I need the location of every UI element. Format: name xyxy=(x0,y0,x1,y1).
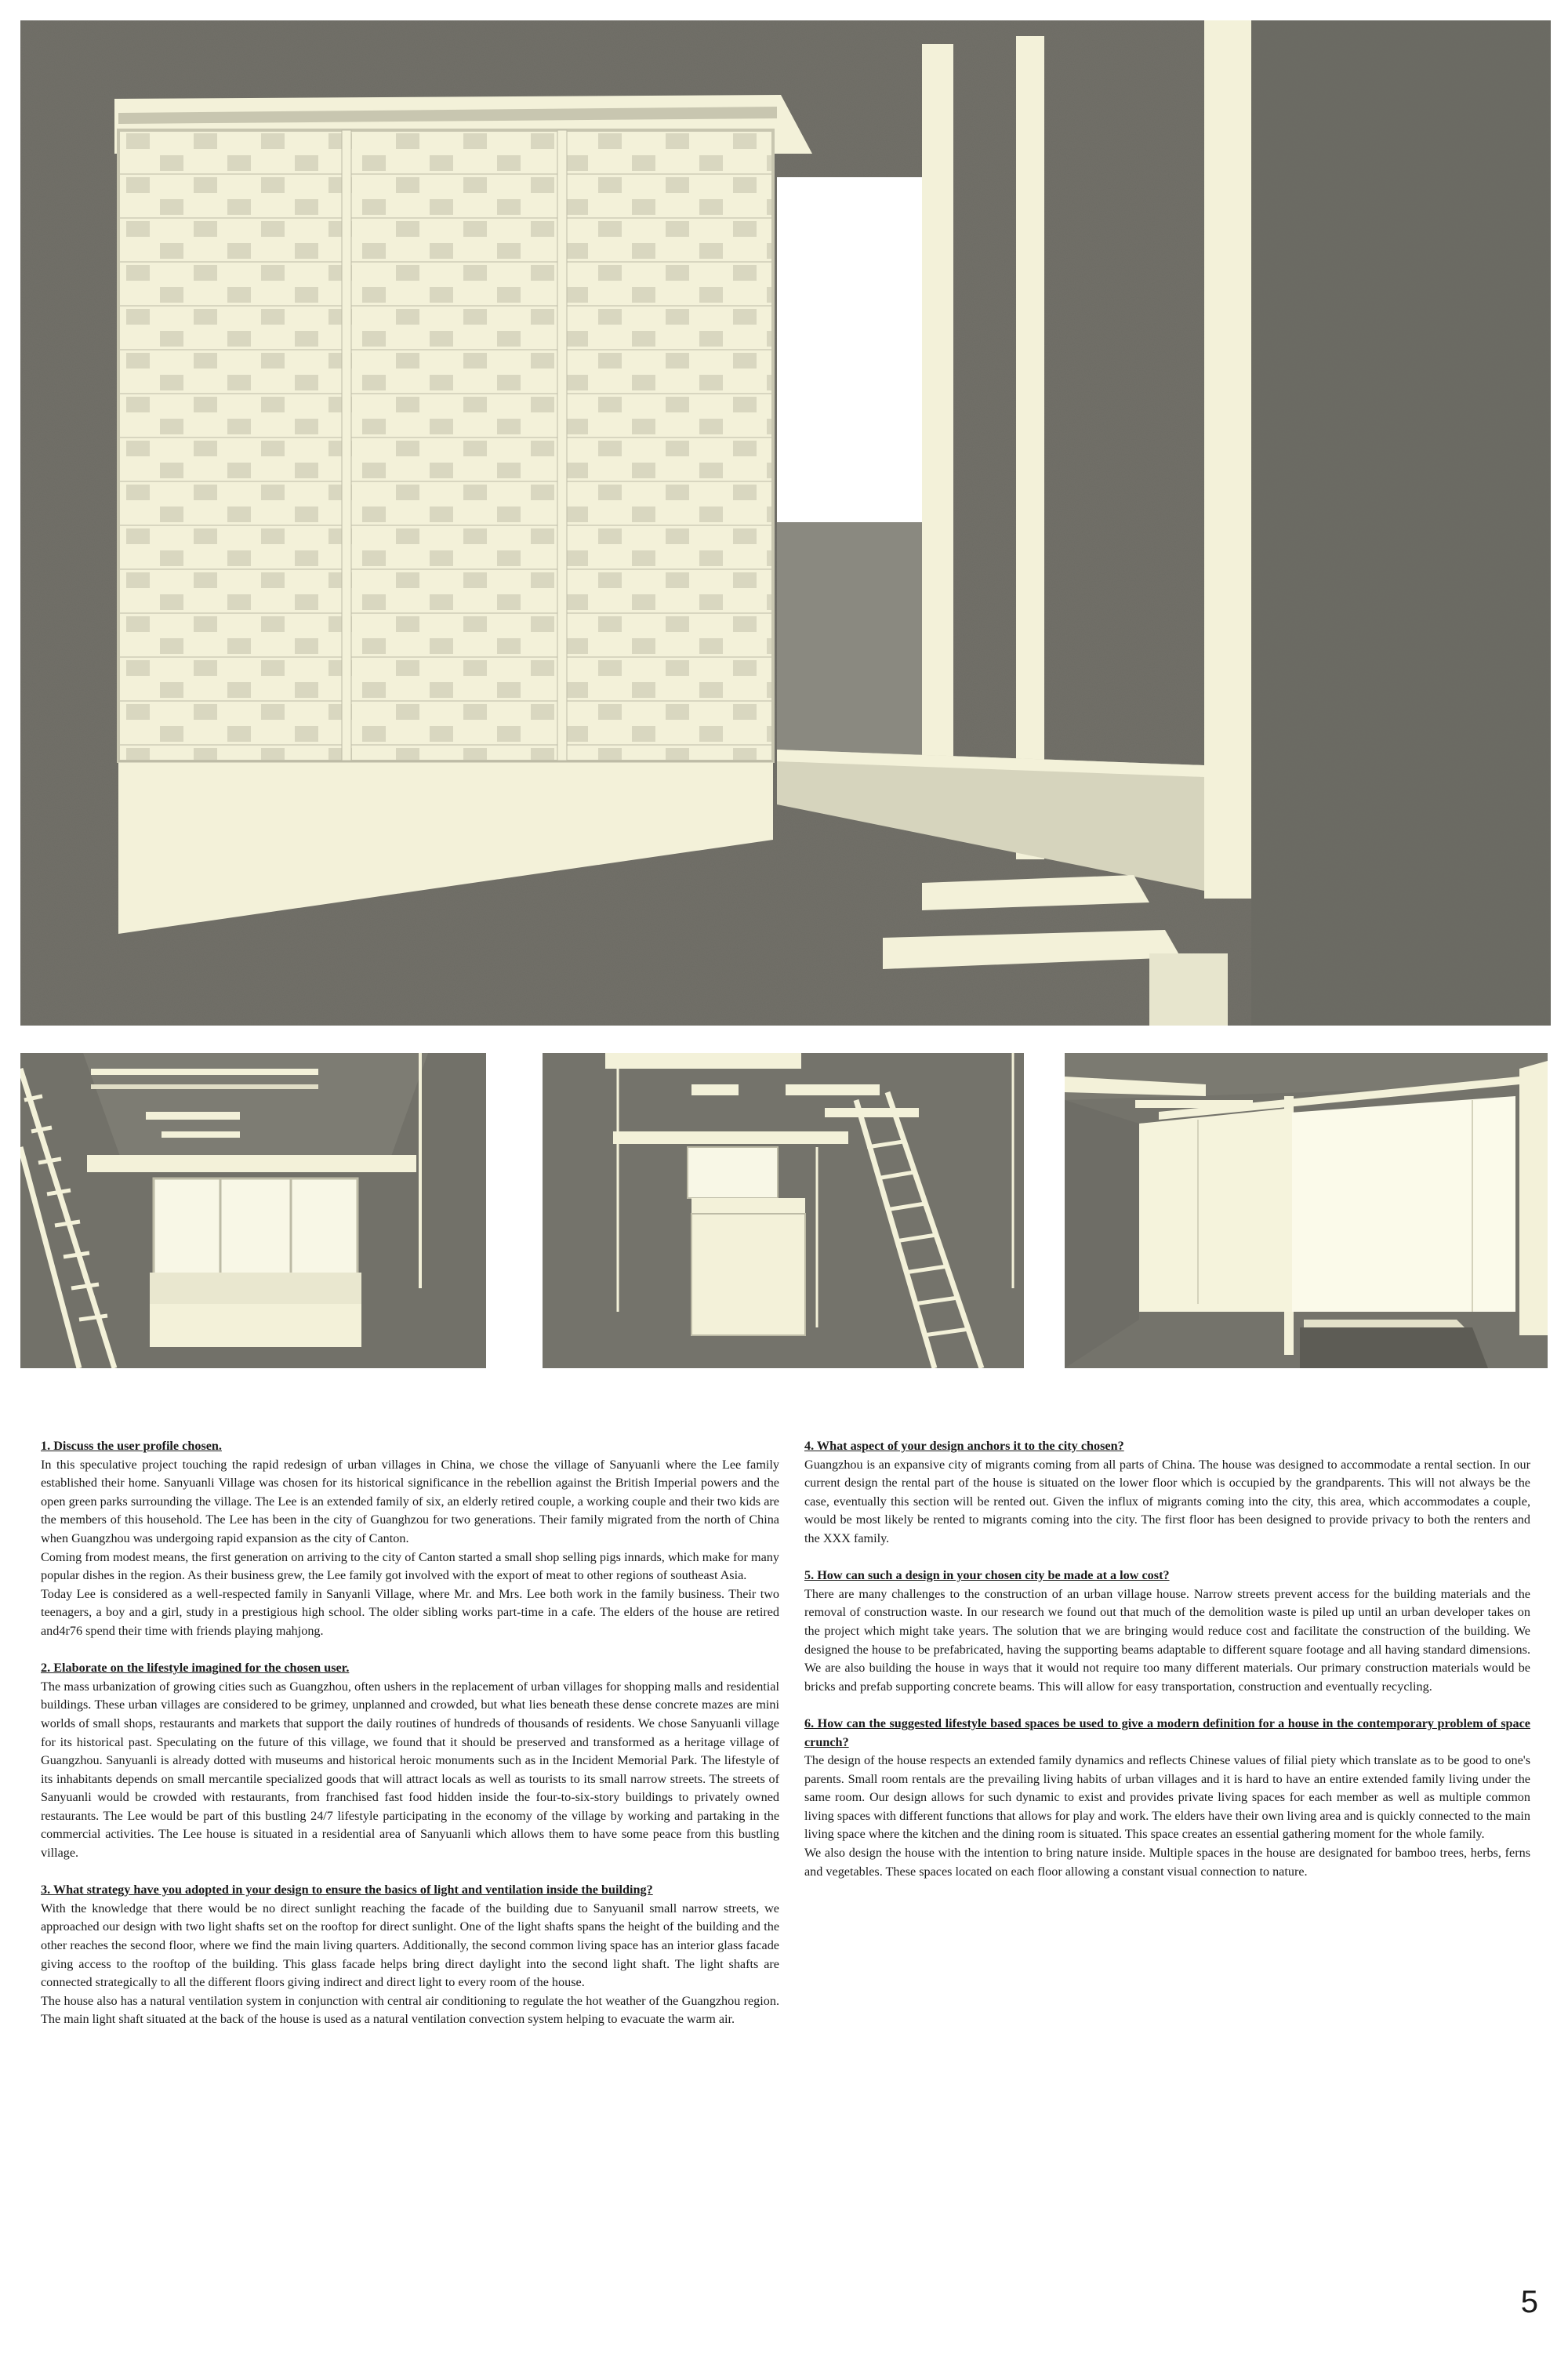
qa-section xyxy=(41,1437,779,1641)
render-light-shaft-room-drawing xyxy=(1065,1053,1548,1368)
section-paragraph: With the knowledge that there would be no direct sunlight reaching the facade of the building due to Sanyuanil small narrow streets, we approached our design with two light shafts set on the rooftop for direct sunlight. One of the light shafts spans the height of the building and the other reaches the second floor, where we find the main living quarters. Additionally, the second common living space has an interior glass facade giving access to the rooftop of the building. This glass facade helps bring direct daylight into the second light shaft. The light shafts are connected strategically to all the different floors giving indirect and direct light to every room of the house. xyxy=(41,1901,779,1990)
section-paragraph: Today Lee is considered as a well-respected family in Sanyanli Village, where Mr. and Mrs. Lee both work in the family business. Their two teenagers, a boy and a girl, study in a prestigious high school. The older sibling works part-time in a cafe. The elders of the house are retired and4r76 spend their time with friends playing mahjong. xyxy=(41,1586,779,1638)
render-ladder-window xyxy=(20,1053,486,1368)
section-paragraph: There are many challenges to the construction of an urban village house. Narrow streets prevent access for the building materials and the removal of construction waste. In our research we found out that much of the demolition waste is piled up until an urban developer takes on the project which might take years. The solution that we are bringing would reduce cost and facilitate the construction of the building. We designed the house to be prefabricated, having the supporting beams adaptable to different square footage and all having standard dimensions. We are also building the house in ways that it would not require too many different materials. Our primary construction materials would be bricks and prefab supporting concrete beams. This will allow for easy transportation, construction and eventually recycling. xyxy=(804,1586,1530,1694)
main-render xyxy=(20,20,1551,1026)
render-ladder-window-drawing xyxy=(20,1053,486,1368)
render-stairs-kitchen xyxy=(543,1053,1024,1368)
section-question: 3. What strategy have you adopted in your design to ensure the basics of light and ventilation inside the building? xyxy=(41,1883,653,1897)
render-light-shaft-room xyxy=(1065,1053,1548,1368)
section-paragraph: The mass urbanization of growing cities such as Guangzhou, often ushers in the replacement of urban villages for shopping malls and residential buildings. These urban villages are considered to be grimey, unplanned and crowded, but what lies beneath these dense concrete mazes are mini worlds of small shops, restaurants and markets that support the daily routines of hundreds of thousands of residents. We chose Sanyuanli village for its historical past. Speculating on the future of this village, we found that it should be preserved and transformed as a heritage village of Guangzhou. Sanyuanli is already dotted with museums and historical heroic monuments such as in the Incident Memorial Park. The lifestyle of its inhabitants depends on small mercantile specialized goods that will attract locals as well as tourists to its small narrow streets. The streets of Sanyuanli would be crowded with restaurants, from franchised fast food hidden inside the four-to-six-story buildings to privately owned restaurants. The Lee would be part of this bustling 24/7 lifestyle participating in the economy of the village by working and partaking in the commercial activities. The Lee house is situated in a residential area of Sanyuanli which allows them to have some peace from this bustling village. xyxy=(41,1679,779,1861)
qa-section xyxy=(41,1659,779,1863)
qa-section xyxy=(804,1715,1530,1881)
section-question: 1. Discuss the user profile chosen. xyxy=(41,1439,222,1453)
section-question: 4. What aspect of your design anchors it to the city chosen? xyxy=(804,1439,1124,1453)
section-question: 2. Elaborate on the lifestyle imagined for the chosen user. xyxy=(41,1661,350,1676)
left-text-column xyxy=(41,1437,779,2048)
section-paragraph: The design of the house respects an extended family dynamics and reflects Chinese values of filial piety which translate as to be good to one's parents. Small room rentals are the prevailing living habits of urban villages and it is hard to have an entire extended family living under the same room. Our design allows for such dynamic to exist and provides private living spaces for each member as well as multiple common living spaces with different functions that allows for play and work. The elders have their own living area and is quickly connected to the main living space where the kitchen and the dining room is situated. This space creates an essential gathering moment for the whole family. xyxy=(804,1753,1530,1842)
qa-section xyxy=(41,1881,779,2029)
main-render-drawing xyxy=(20,20,1551,1026)
render-stairs-kitchen-drawing xyxy=(543,1053,1024,1368)
section-paragraph: The house also has a natural ventilation system in conjunction with central air conditioning to regulate the hot weather of the Guangzhou region. The main light shaft situated at the back of the house is used as a natural ventilation convection system helping to evacuate the warm air. xyxy=(41,1993,779,2027)
section-question: 5. How can such a design in your chosen city be made at a low cost? xyxy=(804,1568,1170,1583)
section-paragraph: In this speculative project touching the rapid redesign of urban villages in China, we chose the village of Sanyuanli where the Lee family established their home. Sanyuanli Village was chosen for its historical significance in the rebellion against the British Imperial powers and the open green parks surrounding the village. The Lee is an extended family of six, an elderly retired couple, a working couple and their two kids are the members of this household. The Lee has been in the city of Guanghzou for two generations. Their family migrated from the north of China when Guangzhou was undergoing rapid expansion as the city of Canton. xyxy=(41,1457,779,1545)
section-paragraph: Guangzhou is an expansive city of migrants coming from all parts of China. The house was designed to accommodate a rental section. In our current design the rental part of the house is situated on the lower floor which is occupied by the grandparents. This will not always be the case, eventually this section will be rented out. Given the influx of migrants coming into the city, this area, which accommodates a couple, would be most likely be rented to migrants coming into the city. The first floor has been designed to provide privacy to both the renters and the XXX family. xyxy=(804,1457,1530,1545)
qa-section xyxy=(804,1567,1530,1696)
qa-section xyxy=(804,1437,1530,1549)
section-paragraph: Coming from modest means, the first generation on arriving to the city of Canton started a small shop selling pigs innards, which make for many popular dishes in the region. As their business grew, the Lee family got involved with the export of meat to other regions of southeast Asia. xyxy=(41,1549,779,1583)
section-question: 6. How can the suggested lifestyle based spaces be used to give a modern definition for a house in the contemporary problem of space crunch? xyxy=(804,1716,1530,1749)
page-number: 5 xyxy=(1520,2285,1538,2319)
right-text-column xyxy=(804,1437,1530,1900)
section-paragraph: We also design the house with the intention to bring nature inside. Multiple spaces in the house are designated for bamboo trees, herbs, ferns and vegetables. These spaces located on each floor allowing a constant visual connection to nature. xyxy=(804,1846,1530,1879)
